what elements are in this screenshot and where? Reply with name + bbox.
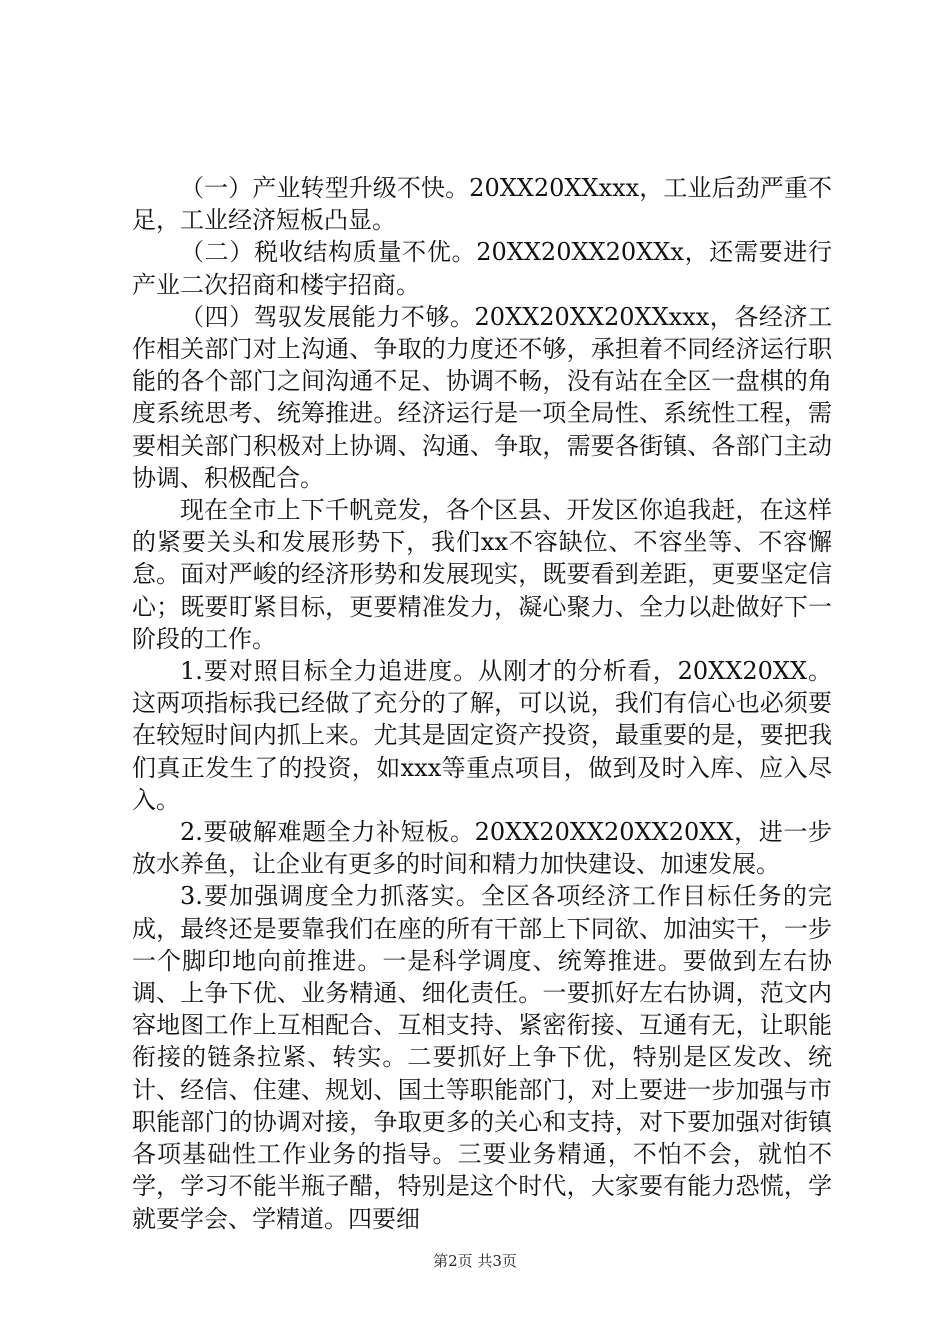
paragraph-development-capacity: （四）驾驭发展能力不够。20XX20XX20XXxxx，各经济工作相关部门对上沟通、争取的力度还不够，承担着不同经济运行职能的各个部门之间沟通不足、协调不畅，没有站在全区一盘棋的角度系统思考、统筹推进。经济运行是一项全局性、系统性工程，需要相关部门积极对上协调、沟通、争取，需要各街镇、各部门主动协调、积极配合。 bbox=[132, 302, 832, 492]
page-number-footer: 第2页 共3页 bbox=[433, 1252, 517, 1270]
paragraph-item-1: 1.要对照目标全力追进度。从刚才的分析看，20XX20XX。这两项指标我已经做了充分的了解，可以说，我们有信心也必须要在较短时间内抓上来。尤其是固定资产投资，最重要的是，要把我们真正发生了的投资，如xxx等重点项目，做到及时入库、应入尽入。 bbox=[132, 657, 832, 814]
paragraph-current-situation: 现在全市上下千帆竞发，各个区县、开发区你追我赶，在这样的紧要关头和发展形势下，我们xx不容缺位、不容坐等、不容懈怠。面对严峻的经济形势和发展现实，既要看到差距，更要坚定信心；既要盯紧目标，更要精准发力，凝心聚力、全力以赴做好下一阶段的工作。 bbox=[132, 496, 832, 653]
paragraph-item-2: 2.要破解难题全力补短板。20XX20XX20XX20XX，进一步放水养鱼，让企业有更多的时间和精力加快建设、加速发展。 bbox=[132, 818, 832, 879]
paragraph-item-3: 3.要加强调度全力抓落实。全区各项经济工作目标任务的完成，最终还是要靠我们在座的所有干部上下同欲、加油实干，一步一个脚印地向前推进。一是科学调度、统筹推进。要做到左右协调、上争下优、业务精通、细化责任。一要抓好左右协调，范文内容地图工作上互相配合、互相支持、紧密衔接、互通有无，让职能衔接的链条拉紧、转实。二要抓好上争下优，特别是区发改、统计、经信、住建、规划、国土等职能部门，对上要进一步加强与市职能部门的协调对接，争取更多的关心和支持，对下要加强对街镇各项基础性工作业务的指导。三要业务精通，不怕不会，就怕不学，学习不能半瓶子醋，特别是这个时代，大家要有能力恐慌，学就要学会、学精道。四要细 bbox=[132, 882, 832, 1233]
paragraph-industry-upgrade: （一）产业转型升级不快。20XX20XXxxx，工业后劲严重不足，工业经济短板凸显。 bbox=[132, 174, 832, 235]
document-body bbox=[132, 172, 832, 1235]
paragraph-tax-structure: （二）税收结构质量不优。20XX20XX20XXx，还需要进行产业二次招商和楼宇招商。 bbox=[132, 238, 832, 299]
